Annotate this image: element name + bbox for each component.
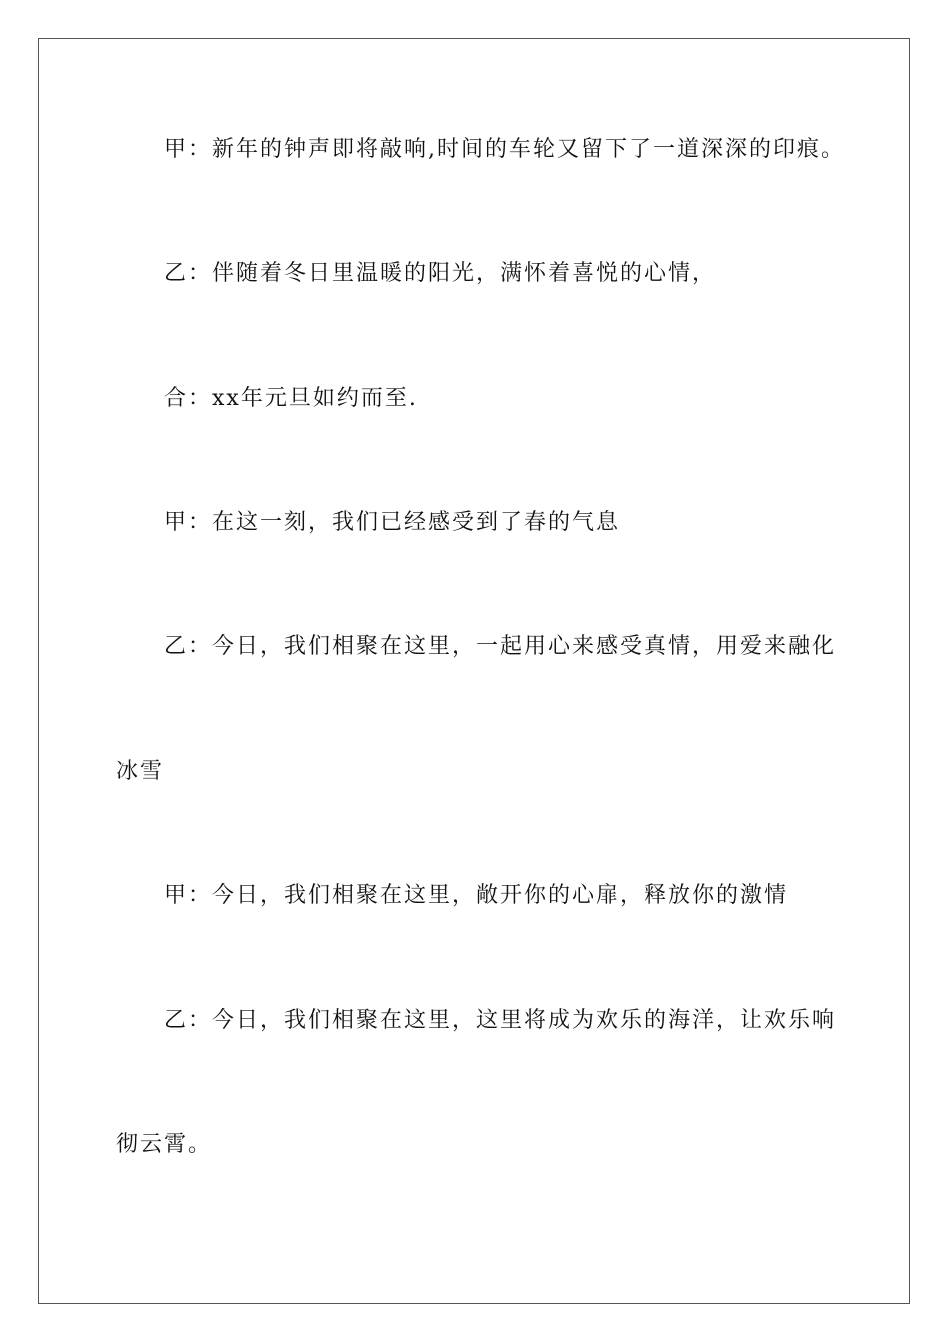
dialogue-line-3: 合：xx年元旦如约而至. (164, 386, 418, 411)
dialogue-line-5-continued: 冰雪 (116, 759, 165, 784)
dialogue-line-2: 乙：伴随着冬日里温暖的阳光，满怀着喜悦的心情， (164, 261, 717, 286)
dialogue-line-6: 甲：今日，我们相聚在这里，敞开你的心扉，释放你的激情 (164, 883, 789, 908)
dialogue-line-4: 甲：在这一刻，我们已经感受到了春的气息 (164, 510, 621, 535)
dialogue-line-5: 乙：今日，我们相聚在这里，一起用心来感受真情，用爱来融化 (164, 634, 837, 659)
dialogue-line-7-continued: 彻云霄。 (116, 1132, 213, 1157)
page-border (38, 38, 910, 1304)
dialogue-line-7: 乙：今日，我们相聚在这里，这里将成为欢乐的海洋，让欢乐响 (164, 1008, 837, 1033)
dialogue-line-1: 甲：新年的钟声即将敲响,时间的车轮又留下了一道深深的印痕。 (164, 137, 845, 162)
